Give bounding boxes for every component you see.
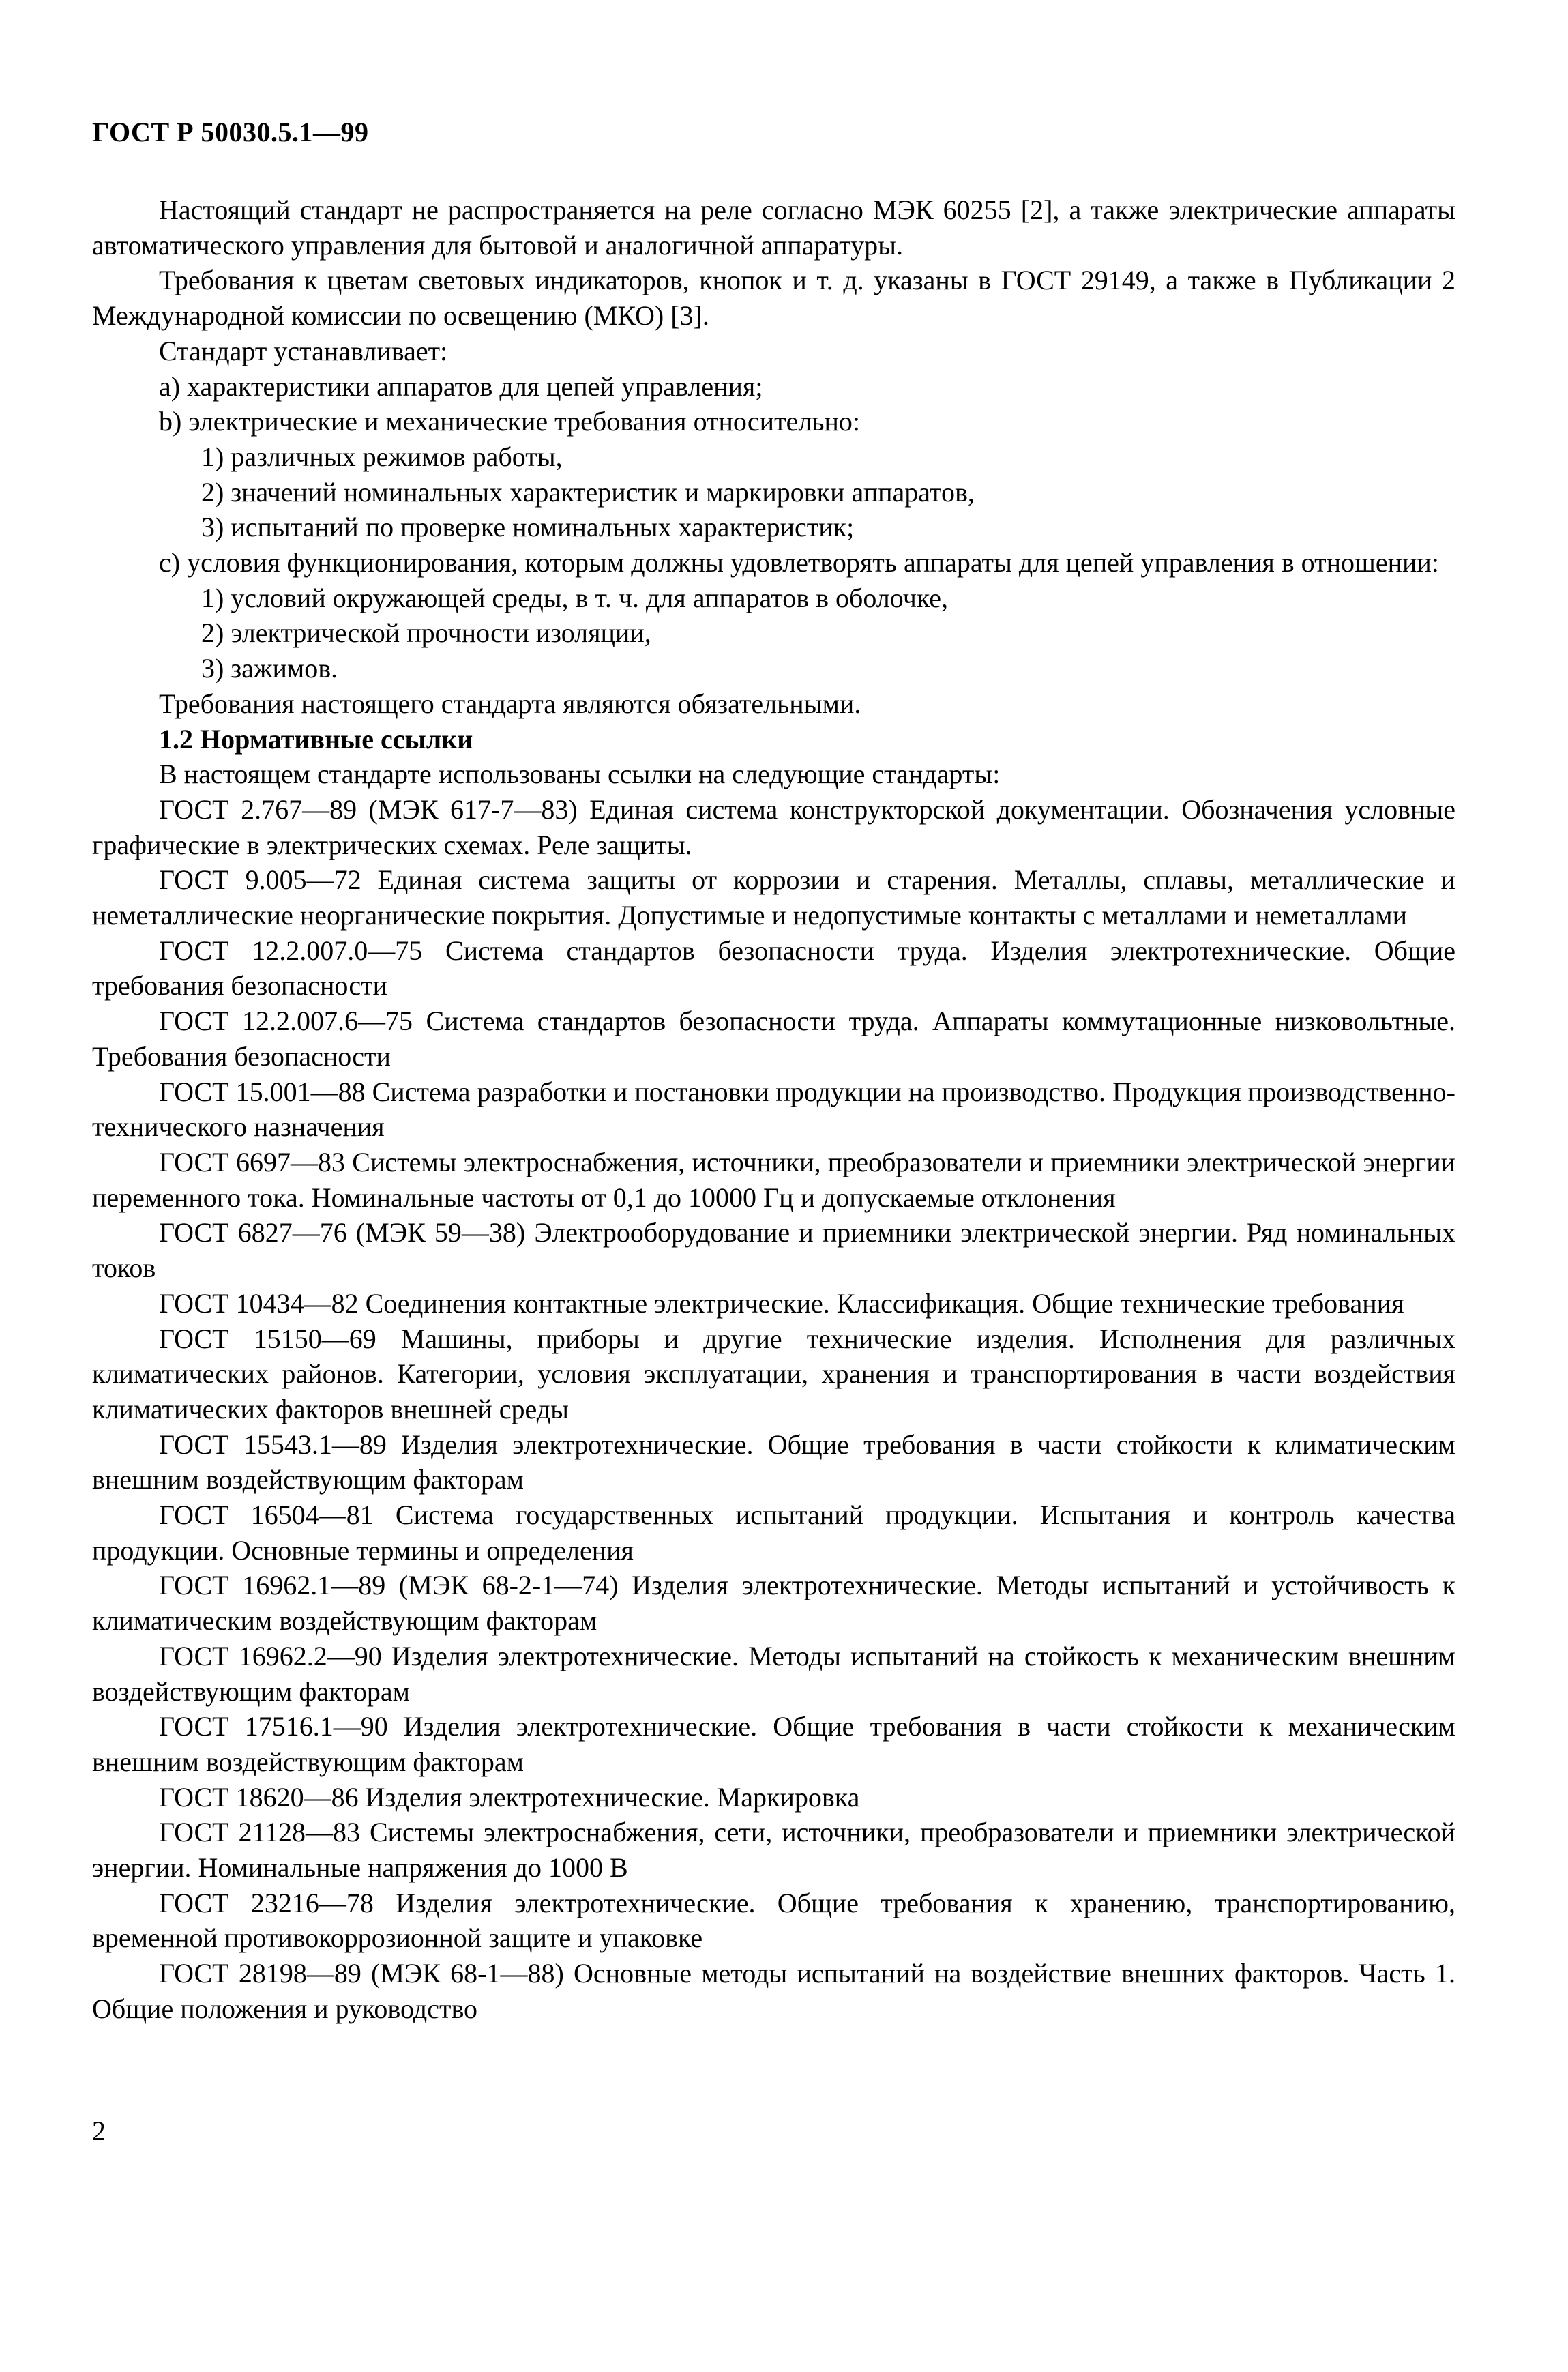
list-item-b-2: 2) значений номинальных характеристик и маркировки аппаратов, [201,476,975,508]
list-item-a: a) характеристики аппаратов для цепей управления; [159,370,763,402]
reference-item: ГОСТ 17516.1—90 Изделия электротехнические. Общие требования в части стойкости к механическим внешним воздействующим факторам [92,1711,1455,1777]
reference-list [92,792,1455,2027]
reference-item: ГОСТ 18620—86 Изделия электротехнические. Маркировка [159,1781,860,1813]
list-item-b-3: 3) испытаний по проверке номинальных характеристик; [201,512,855,543]
page-number: 2 [92,2115,106,2146]
reference-item: ГОСТ 6697—83 Системы электроснабжения, источники, преобразователи и приемники электрической энергии переменного тока. Номинальные частоты от 0,1 до 10000 Гц и допускаемые отклонения [92,1146,1455,1213]
section-lead: В настоящем стандарте использованы ссылки на следующие стандарты: [159,759,1001,790]
reference-item: ГОСТ 16962.2—90 Изделия электротехнические. Методы испытаний на стойкость к механическим внешним воздействующим факторам [92,1640,1455,1707]
reference-item: ГОСТ 23216—78 Изделия электротехнические. Общие требования к хранению, транспортированию, временной противокоррозионной защите и упаковке [92,1887,1455,1954]
reference-item: ГОСТ 21128—83 Системы электроснабжения, сети, источники, преобразователи и приемники электрической энергии. Номинальные напряжения до 1000 В [92,1817,1455,1884]
list-item-c-2: 2) электрической прочности изоляции, [201,617,651,649]
reference-item: ГОСТ 12.2.007.0—75 Система стандартов безопасности труда. Изделия электротехнические. Общие требования безопасности [92,935,1455,1001]
intro-paragraph-2: Требования к цветам световых индикаторов, кнопок и т. д. указаны в ГОСТ 29149, а также в Публикации 2 Международной комиссии по освещению (МКО) [3]. [92,265,1455,332]
list-item-b: b) электрические и механические требования относительно: [159,406,861,437]
intro-paragraph-3: Стандарт устанавливает: [159,335,448,366]
reference-item: ГОСТ 9.005—72 Единая система защиты от коррозии и старения. Металлы, сплавы, металлические и неметаллические неорганические покрытия. Допустимые и недопустимые контакты с металлами и неметаллами [92,864,1455,931]
list-item-c-3: 3) зажимов. [201,653,338,684]
reference-item: ГОСТ 16504—81 Система государственных испытаний продукции. Испытания и контроль качества продукции. Основные термины и определения [92,1499,1455,1566]
reference-item: ГОСТ 16962.1—89 (МЭК 68-2-1—74) Изделия электротехнические. Методы испытаний и устойчивость к климатическим воздействующим факторам [92,1570,1455,1637]
reference-item: ГОСТ 6827—76 (МЭК 59—38) Электрооборудование и приемники электрической энергии. Ряд номинальных токов [92,1217,1455,1284]
list-item-c-1: 1) условий окружающей среды, в т. ч. для аппаратов в оболочке, [201,582,949,613]
reference-item: ГОСТ 10434—82 Соединения контактные электрические. Классификация. Общие технические требования [159,1287,1404,1319]
list-item-c: c) условия функционирования, которым должны удовлетворять аппараты для цепей управления в отношении: [159,547,1439,579]
document-body [92,192,1455,2027]
reference-item: ГОСТ 15.001—88 Система разработки и постановки продукции на производство. Продукция производственно-технического назначения [92,1076,1455,1143]
section-title: 1.2 Нормативные ссылки [159,723,473,755]
reference-item: ГОСТ 12.2.007.6—75 Система стандартов безопасности труда. Аппараты коммутационные низковольтные. Требования безопасности [92,1006,1455,1072]
reference-item: ГОСТ 2.767—89 (МЭК 617-7—83) Единая система конструкторской документации. Обозначения условные графические в электрических схемах. Реле защиты. [92,793,1455,860]
reference-item: ГОСТ 28198—89 (МЭК 68-1—88) Основные методы испытаний на воздействие внешних факторов. Часть 1. Общие положения и руководство [92,1958,1455,2024]
reference-item: ГОСТ 15543.1—89 Изделия электротехнические. Общие требования в части стойкости к климатическим внешним воздействующим факторам [92,1429,1455,1495]
intro-paragraph-1: Настоящий стандарт не распространяется на реле согласно МЭК 60255 [2], а также электрические аппараты автоматического управления для бытовой и аналогичной аппаратуры. [92,194,1455,261]
list-item-b-1: 1) различных режимов работы, [201,441,563,472]
reference-item: ГОСТ 15150—69 Машины, приборы и другие технические изделия. Исполнения для различных климатических районов. Категории, условия эксплуатации, хранения и транспортирования в части воздействия климатических факторов внешней среды [92,1323,1455,1424]
mandatory-statement: Требования настоящего стандарта являются обязательными. [159,688,861,719]
document-header: ГОСТ Р 50030.5.1—99 [92,117,369,147]
